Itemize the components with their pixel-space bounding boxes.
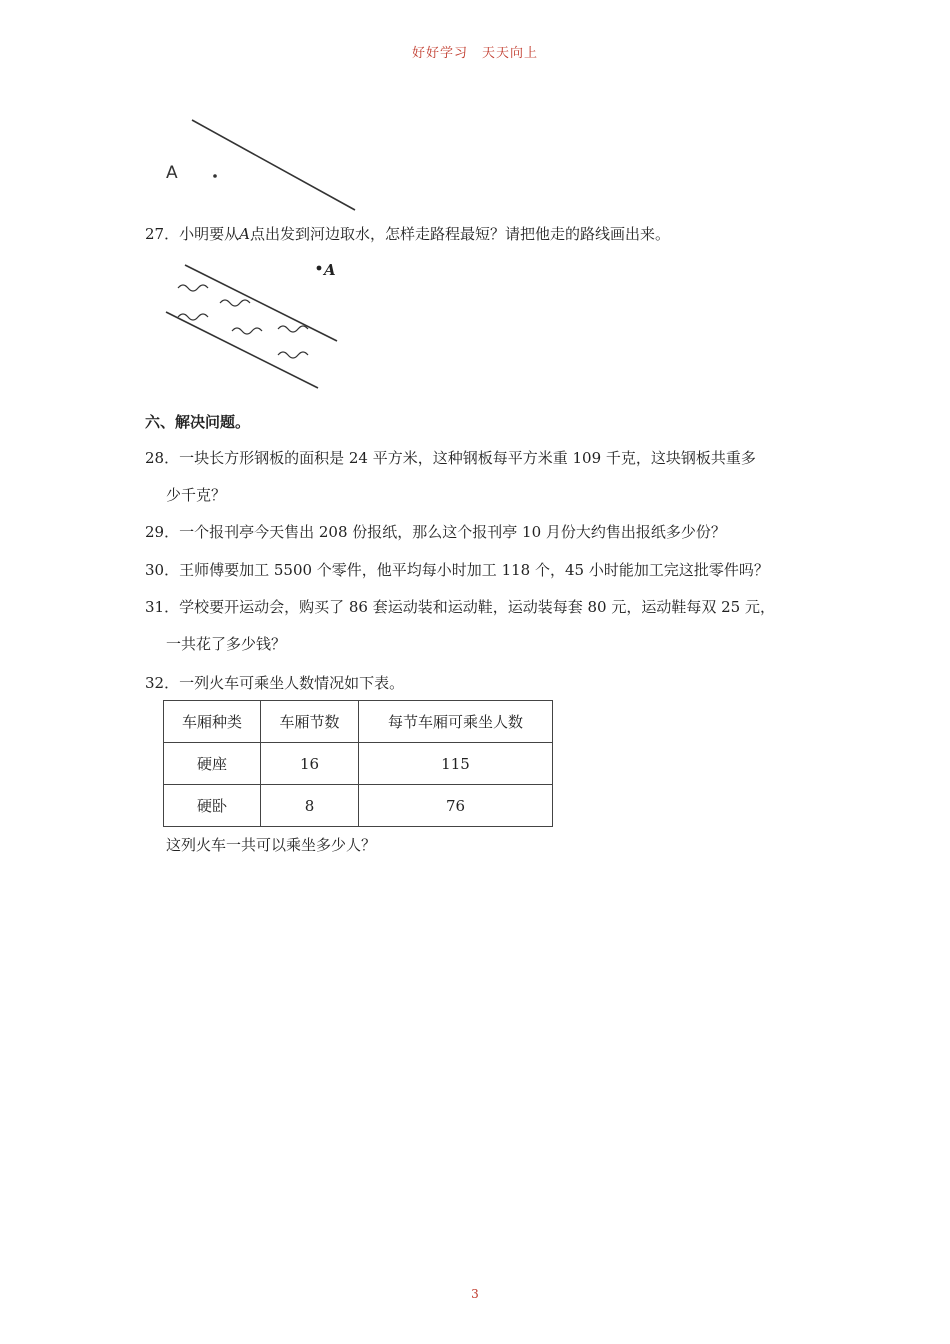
river-bank-bottom: [166, 312, 318, 388]
question-30: 30．王师傅要加工 5500 个零件，他平均每小时加工 118 个，45 小时能加工完这批零件吗？: [145, 561, 769, 579]
wave-mark: [232, 328, 262, 334]
question-29: 29．一个报刊亭今天售出 208 份报纸，那么这个报刊亭 10 月份大约售出报纸多少份？: [145, 523, 726, 541]
table-row: [164, 743, 553, 785]
question-28: 28．一块长方形钢板的面积是 24 平方米，这种钢板每平方米重 109 千克，这块钢板共重多: [145, 449, 756, 467]
page-header: 好好学习 天天向上: [411, 46, 538, 61]
question-32: 32．一列火车可乘坐人数情况如下表。: [145, 674, 405, 692]
wave-mark: [178, 285, 208, 291]
wave-mark: [178, 314, 208, 320]
question-32-prompt: 这列火车一共可以乘坐多少人？: [166, 836, 377, 854]
point-a-label: A: [324, 261, 336, 279]
table-cell: 硬卧: [164, 785, 261, 827]
question-number: 30．: [145, 561, 180, 579]
question-31-continued: 一共花了多少钱？: [166, 635, 287, 653]
question-27: 27．小明要从A点出发到河边取水，怎样走路程最短？请把他走的路线画出来。: [145, 225, 670, 243]
wave-mark: [278, 326, 308, 332]
table-cell: 115: [359, 743, 553, 785]
table-cell: 8: [261, 785, 359, 827]
table-cell: 硬座: [164, 743, 261, 785]
wave-mark: [278, 352, 308, 358]
question-number: 31．: [145, 598, 180, 616]
river-figure: [160, 255, 350, 395]
point-a-inline: A: [239, 225, 250, 243]
diagonal-line: [192, 120, 355, 210]
question-28-continued: 少千克？: [166, 486, 227, 504]
question-number: 27．: [145, 225, 180, 243]
wave-mark: [220, 300, 250, 306]
table-row: [164, 785, 553, 827]
point-a-label: A: [166, 163, 178, 183]
point-a-dot: [317, 266, 322, 271]
table-header-cell: 每节车厢可乘坐人数: [359, 701, 553, 743]
table-header-cell: 车厢节数: [261, 701, 359, 743]
question-number: 28．: [145, 449, 180, 467]
table-cell: 76: [359, 785, 553, 827]
question-number: 29．: [145, 523, 180, 541]
train-seat-table: [163, 700, 553, 827]
question-31: 31．学校要开运动会，购买了 86 套运动装和运动鞋，运动装每套 80 元，运动鞋每双 25 元，: [145, 598, 775, 616]
question-number: 32．: [145, 674, 180, 692]
line-and-point-figure: [160, 110, 370, 220]
point-a-dot: [213, 174, 217, 178]
table-cell: 16: [261, 743, 359, 785]
table-header-row: [164, 701, 553, 743]
table-header-cell: 车厢种类: [164, 701, 261, 743]
section-title: 六、解决问题。: [145, 413, 251, 431]
page-number: 3: [471, 1287, 479, 1301]
